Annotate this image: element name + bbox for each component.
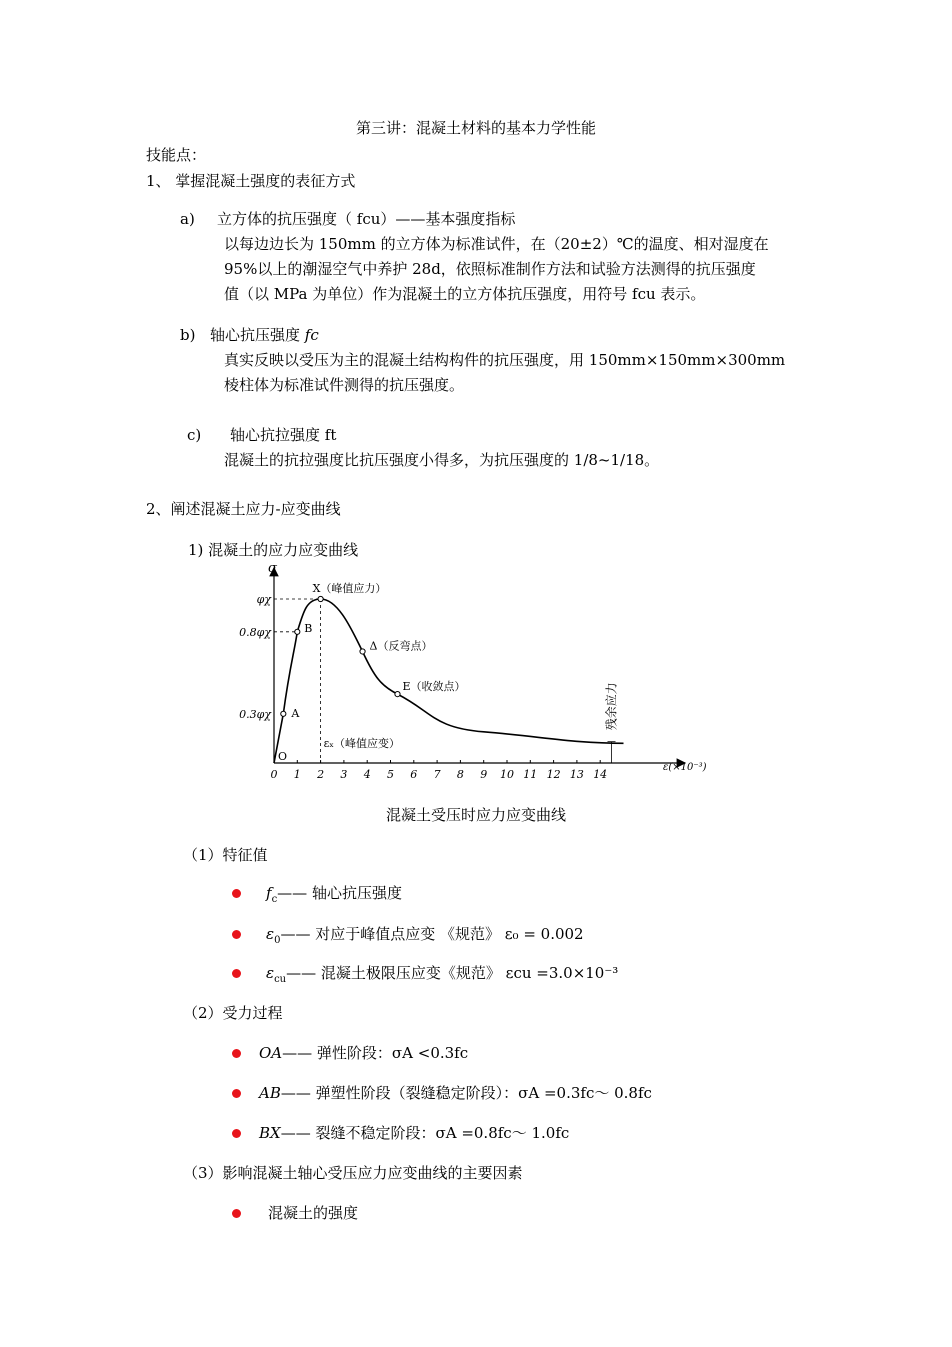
item-c-label: c) (187, 426, 202, 444)
key-point-label: B (304, 621, 313, 635)
item-a-label: a) (180, 210, 195, 228)
bullet-icon (232, 1089, 241, 1098)
process-item-3: BX—— 裂缝不稳定阶段：σA =0.8fc～ 1.0fc (259, 1124, 570, 1142)
key-point-marker (360, 649, 365, 654)
bullet-icon (232, 1129, 241, 1138)
x-tick-label: 9 (480, 768, 488, 781)
x-tick-label: 3 (340, 768, 348, 781)
feature-item-1: $f_c——$ 轴心抗压强度 (266, 884, 402, 905)
bullet-icon (232, 1049, 241, 1058)
page-title: 第三讲：混凝土材料的基本力学性能 (355, 119, 596, 137)
y-tick-label: 0.3φχ (239, 707, 271, 721)
factor-item-1: 混凝土的强度 (268, 1204, 359, 1222)
item-b-title: 轴心抗压强度 fc (210, 326, 319, 344)
item-a-line-3: 值（以 MPa 为单位）作为混凝土的立方体抗压强度，用符号 fcu 表示。 (224, 285, 706, 303)
x-tick-label: 5 (387, 768, 394, 781)
item-a-line-1: 以每边边长为 150mm 的立方体为标准试件，在（20±2）℃的温度、相对湿度在 (224, 235, 769, 253)
x-tick-label: 11 (523, 768, 538, 781)
item-b-label: b) (180, 326, 196, 344)
x-tick-label: 13 (569, 768, 584, 781)
key-point-label: O (278, 750, 288, 763)
key-point-marker (395, 692, 400, 697)
x-tick-label: 4 (363, 768, 371, 781)
factors-heading: （3）影响混凝土轴心受压应力应变曲线的主要因素 (183, 1164, 523, 1182)
item-a-line-2: 95%以上的潮湿空气中养护 28d，依照标准制作方法和试验方法测得的抗压强度 (224, 260, 756, 278)
process-heading: （2）受力过程 (183, 1004, 283, 1022)
bullet-icon (232, 889, 241, 898)
section2-heading: 2、阐述混凝土应力-应变曲线 (146, 500, 341, 518)
process-item-1: OA—— 弹性阶段：σA <0.3fc (259, 1044, 469, 1062)
key-point-label: X（峰值应力） (312, 582, 387, 595)
section2-sub1: 1) 混凝土的应力应变曲线 (188, 541, 359, 559)
peak-strain-label: εₓ（峰值应变） (323, 737, 400, 750)
bullet-icon (232, 969, 241, 978)
features-heading: （1）特征值 (183, 846, 268, 864)
y-tick-label: φχ (256, 593, 271, 606)
process-item-2: AB—— 弹塑性阶段（裂缝稳定阶段）：σA =0.3fc～ 0.8fc (259, 1084, 652, 1102)
item-a-title: 立方体的抗压强度（ fcu）——基本强度指标 (217, 210, 516, 228)
bullet-icon (232, 930, 241, 939)
x-tick-label: 12 (546, 768, 561, 781)
y-axis-label: σ (268, 561, 277, 576)
key-point-marker (295, 629, 300, 634)
section1-heading: 1、 掌握混凝土强度的表征方式 (146, 172, 356, 190)
feature-item-3: $\varepsilon_{cu}——$ 混凝土极限压应变《规范》 εcu =3.0×10⁻³ (266, 964, 619, 985)
residual-stress-label: 残余应力 (604, 682, 619, 731)
feature-item-2: $\varepsilon_0——$ 对应于峰值点应变 《规范》 ε₀ = 0.002 (266, 925, 584, 946)
item-c-title: 轴心抗拉强度 ft (230, 426, 337, 444)
key-point-label: A (291, 706, 300, 720)
skills-heading: 技能点： (146, 146, 207, 164)
item-b-line-2: 棱柱体为标准试件测得的抗压强度。 (224, 376, 465, 394)
key-point-label: Δ（反弯点） (369, 639, 433, 653)
bullet-icon (232, 1209, 241, 1218)
x-tick-label: 14 (593, 768, 608, 781)
x-tick-label: 10 (500, 768, 514, 781)
x-tick-label: 8 (456, 768, 464, 781)
x-tick-label: 2 (317, 768, 325, 781)
x-tick-label: 6 (410, 768, 418, 781)
key-point-marker (318, 596, 323, 601)
chart-caption: 混凝土受压时应力应变曲线 (385, 806, 566, 824)
x-tick-label: 7 (433, 768, 441, 781)
item-c-line-1: 混凝土的抗拉强度比抗压强度小得多，为抗压强度的 1/8~1/18。 (224, 451, 660, 469)
key-point-label: E（收敛点） (402, 680, 466, 694)
stress-strain-chart (230, 560, 730, 785)
x-tick-label: 0 (270, 768, 278, 781)
x-axis-label: ε(×10⁻³) (663, 762, 707, 773)
key-point-marker (281, 711, 286, 716)
item-b-line-1: 真实反映以受压为主的混凝土结构构件的抗压强度，用 150mm×150mm×300mm (224, 351, 786, 369)
y-tick-label: 0.8φχ (239, 625, 271, 639)
x-tick-label: 1 (293, 768, 301, 781)
